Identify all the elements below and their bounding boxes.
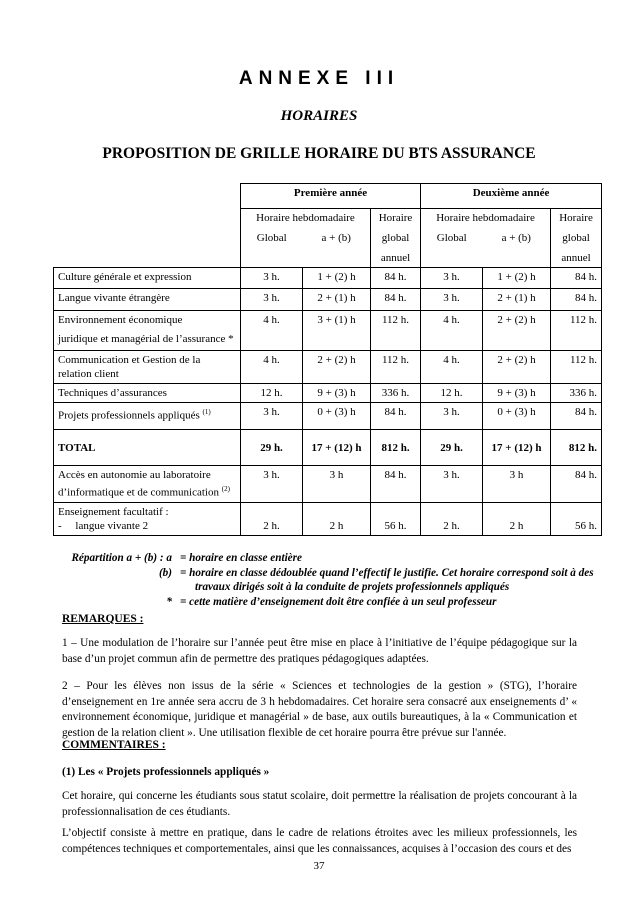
cell: 812 h. bbox=[551, 430, 602, 466]
row-label-text: Projets professionnels appliqués bbox=[58, 409, 200, 422]
commentaire-p2: L’objectif consiste à mettre en pratique, dans le cadre de relations étroites avec les milieux professionnels, les compétences techniques et comportementales, ainsi que les connaissances, acquises à l’occasion des cours et des bbox=[62, 827, 577, 855]
legend-value-star: = cette matière d’enseignement doit être confiée à un seul professeur bbox=[180, 595, 497, 608]
ab-header-1: a + (b) bbox=[303, 229, 371, 268]
cell: 112 h. bbox=[551, 351, 602, 384]
cell: 2 + (2) h bbox=[483, 311, 551, 351]
cell: 4 h. bbox=[421, 311, 483, 351]
cell: 2 h bbox=[303, 502, 371, 535]
legend-value-b-cont: travaux dirigés soit à la conduite de projets professionnels appliqués bbox=[195, 581, 510, 594]
global-header-1: Global bbox=[241, 229, 303, 268]
timetable bbox=[53, 183, 602, 536]
row-label-line1: Enseignement facultatif : bbox=[58, 505, 169, 518]
cell: 3 + (1) h bbox=[303, 311, 371, 351]
cell: 2 + (2) h bbox=[483, 351, 551, 384]
cell: 84 h. bbox=[551, 289, 602, 311]
global-word-1: global bbox=[381, 232, 410, 244]
cell: 84 h. bbox=[371, 289, 421, 311]
cell: 84 h. bbox=[371, 403, 421, 430]
cell: 4 h. bbox=[241, 311, 303, 351]
proposition-title: PROPOSITION DE GRILLE HORAIRE DU BTS ASSURANCE bbox=[102, 145, 536, 162]
table-row bbox=[54, 384, 602, 403]
cell: 2 h. bbox=[421, 502, 483, 535]
cell: 84 h. bbox=[371, 268, 421, 289]
row-label bbox=[54, 466, 241, 503]
page-number: 37 bbox=[313, 860, 325, 872]
ab-header-2: a + (b) bbox=[483, 229, 551, 268]
row-label bbox=[54, 311, 241, 351]
table-row bbox=[54, 268, 602, 289]
cell: 4 h. bbox=[421, 351, 483, 384]
row-label-line1: Environnement économique bbox=[58, 314, 183, 326]
total-label: TOTAL bbox=[54, 430, 241, 466]
row-label: Langue vivante étrangère bbox=[54, 289, 241, 311]
annual-header-2 bbox=[551, 229, 602, 268]
table-row bbox=[54, 403, 602, 430]
horaires-subtitle: HORAIRES bbox=[280, 108, 358, 124]
cell: 112 h. bbox=[551, 311, 602, 351]
remarque-2: 2 – Pour les élèves non issus de la série « Sciences et technologies de la gestion » (STG), l’horaire d’enseignement en 1re année sera accru de 3 h hebdomadaires. Cet horaire sera consacré aux enseignements d’ « environnement économique, juridique et managérial » de base, aux outils bureautiques, à la « Communication et gestion de la relation client ». Une utilisation flexible de cet horaire pourra être prévue sur l'année. bbox=[62, 680, 577, 739]
annuel-word-2: annuel bbox=[561, 252, 591, 264]
global-word-2: global bbox=[562, 232, 590, 244]
cell: 1 + (2) h bbox=[483, 268, 551, 289]
cell: 2 + (1) h bbox=[483, 289, 551, 311]
cell: 12 h. bbox=[421, 384, 483, 403]
table-row bbox=[54, 466, 602, 503]
cell: 4 h. bbox=[241, 351, 303, 384]
cell: 56 h. bbox=[371, 502, 421, 535]
cell: 3 h. bbox=[241, 289, 303, 311]
row-label bbox=[54, 502, 241, 535]
table-row bbox=[54, 502, 602, 535]
legend-value-a: = horaire en classe entière bbox=[180, 552, 302, 564]
horaire-header-1: Horaire bbox=[371, 209, 421, 230]
cell: 3 h. bbox=[421, 466, 483, 503]
row-label: Culture générale et expression bbox=[54, 268, 241, 289]
year2-header: Deuxième année bbox=[421, 184, 602, 209]
cell: 812 h. bbox=[371, 430, 421, 466]
cell: 17 + (12) h bbox=[483, 430, 551, 466]
legend-key-b: (b) bbox=[158, 566, 172, 579]
row-label: Techniques d’assurances bbox=[54, 384, 241, 403]
cell: 2 + (1) h bbox=[303, 289, 371, 311]
cell: 84 h. bbox=[551, 466, 602, 503]
cell: 0 + (3) h bbox=[303, 403, 371, 430]
annuel-word-1: annuel bbox=[380, 252, 411, 264]
cell: 29 h. bbox=[421, 430, 483, 466]
cell: 3 h. bbox=[421, 268, 483, 289]
cell: 9 + (3) h bbox=[483, 384, 551, 403]
cell: 3 h. bbox=[241, 268, 303, 289]
total-row bbox=[54, 430, 602, 466]
header-sub-row bbox=[54, 209, 602, 230]
row-label-line2: juridique et managérial de l’assurance * bbox=[58, 333, 234, 345]
cell: 84 h. bbox=[551, 268, 602, 289]
cell: 3 h. bbox=[421, 289, 483, 311]
table-row bbox=[54, 311, 602, 351]
row-label-text: Accès en autonomie au laboratoire d’informatique et de communication bbox=[58, 469, 219, 499]
cell: 3 h bbox=[303, 466, 371, 503]
remarque-1: 1 – Une modulation de l’horaire sur l’année peut être mise en place à l’initiative de l’équipe pédagogique sur la base d’un projet commun afin de permettre des pratiques pédagogiques adaptées. bbox=[62, 637, 577, 665]
remarques-heading: REMARQUES : bbox=[62, 613, 144, 625]
cell: 2 h bbox=[483, 502, 551, 535]
table-row bbox=[54, 351, 602, 384]
annual-header-1 bbox=[371, 229, 421, 268]
commentaires-heading: COMMENTAIRES : bbox=[62, 739, 166, 751]
cell: 336 h. bbox=[371, 384, 421, 403]
legend-value-b: = horaire en classe dédoublée quand l’effectif le justifie. Cet horaire correspond soit à des bbox=[180, 566, 594, 579]
global-header-2: Global bbox=[421, 229, 483, 268]
horaire-header-2: Horaire bbox=[551, 209, 602, 230]
cell: 112 h. bbox=[371, 311, 421, 351]
cell: 3 h bbox=[483, 466, 551, 503]
cell: 2 h. bbox=[241, 502, 303, 535]
cell: 29 h. bbox=[241, 430, 303, 466]
table-row bbox=[54, 289, 602, 311]
legend-key-star: * bbox=[166, 595, 172, 608]
cell: 3 h. bbox=[241, 466, 303, 503]
row-label-line2: - langue vivante 2 bbox=[58, 519, 149, 532]
legend-key-a: Répartition a + (b) : a bbox=[71, 552, 172, 564]
weekly-header-1: Horaire hebdomadaire bbox=[241, 209, 371, 230]
footnote-ref: (1) bbox=[202, 408, 211, 416]
cell: 84 h. bbox=[371, 466, 421, 503]
annex-title: ANNEXE III bbox=[238, 68, 400, 89]
header-years-row bbox=[54, 184, 602, 209]
header-global-row bbox=[54, 229, 602, 268]
cell: 1 + (2) h bbox=[303, 268, 371, 289]
row-label: Communication et Gestion de la relation client bbox=[54, 351, 241, 384]
cell: 0 + (3) h bbox=[483, 403, 551, 430]
cell: 17 + (12) h bbox=[303, 430, 371, 466]
cell: 3 h. bbox=[421, 403, 483, 430]
weekly-header-2: Horaire hebdomadaire bbox=[421, 209, 551, 230]
commentaire-p1: Cet horaire, qui concerne les étudiants sous statut scolaire, doit permettre la réalisation de projets concourant à la professionnalisation de ces étudiants. bbox=[62, 790, 577, 818]
cell: 336 h. bbox=[551, 384, 602, 403]
cell: 3 h. bbox=[241, 403, 303, 430]
row-label bbox=[54, 403, 241, 430]
cell: 84 h. bbox=[551, 403, 602, 430]
footnote-ref: (2) bbox=[221, 485, 230, 493]
cell: 2 + (2) h bbox=[303, 351, 371, 384]
commentaire-subtitle: (1) Les « Projets professionnels appliqués » bbox=[62, 766, 270, 778]
cell: 112 h. bbox=[371, 351, 421, 384]
cell: 12 h. bbox=[241, 384, 303, 403]
year1-header: Première année bbox=[241, 184, 421, 209]
cell: 9 + (3) h bbox=[303, 384, 371, 403]
cell: 56 h. bbox=[551, 502, 602, 535]
